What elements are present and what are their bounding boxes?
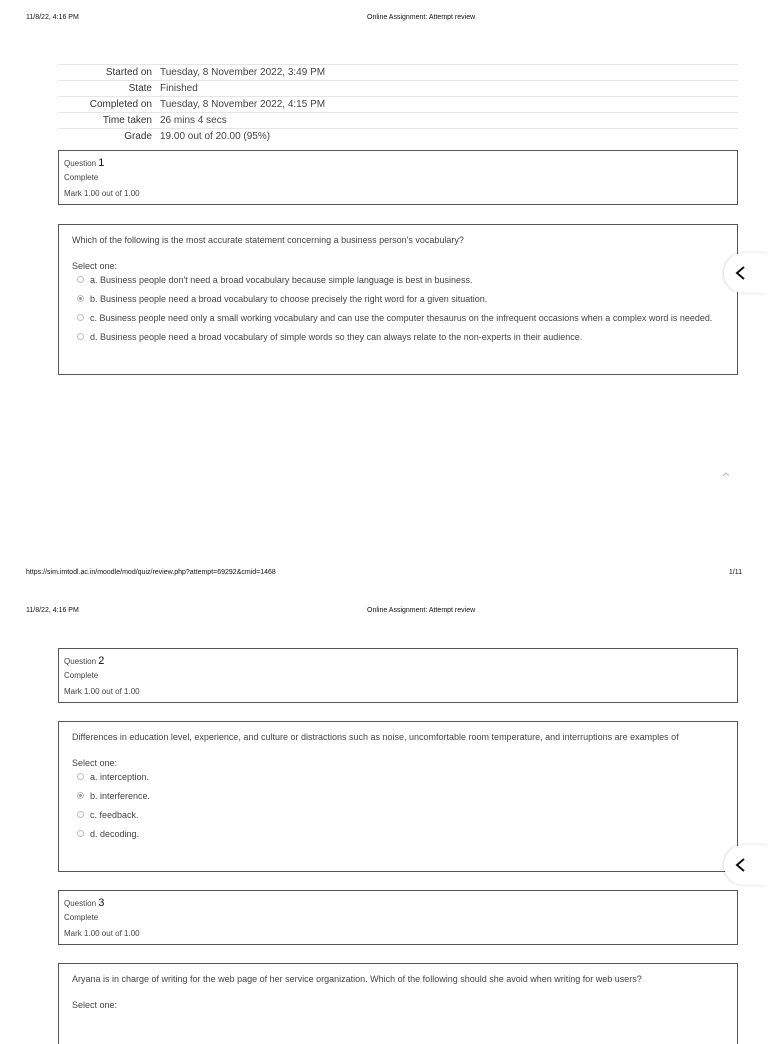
select-one-label: Select one: <box>72 1000 118 1010</box>
print-title: Online Assignment: Attempt review <box>367 14 476 21</box>
question-content-2 <box>58 721 738 872</box>
answer-option[interactable] <box>59 293 737 306</box>
question-text: Aryana is in charge of writing for the web page of her service organization. Which of the following should she avoid when writing for web users? <box>72 974 642 984</box>
question-number-value: 1 <box>98 157 105 169</box>
question-info-3 <box>58 890 738 945</box>
page-url: https://sim.imtodl.ac.in/moodle/mod/quiz/review.php?attempt=69292&cmid=1468 <box>26 569 276 576</box>
summary-label: Time taken <box>58 113 156 129</box>
print-header <box>0 14 768 28</box>
chevron-left-icon <box>734 857 748 873</box>
answer-text: b. interference. <box>90 791 151 801</box>
radio-button[interactable] <box>77 773 84 780</box>
question-number <box>64 655 737 668</box>
answer-option[interactable] <box>59 809 737 822</box>
answer-text: a. Business people don't need a broad vocabulary because simple language is best in business. <box>90 275 473 285</box>
question-mark: Mark 1.00 out of 1.00 <box>64 687 140 696</box>
radio-button-selected[interactable] <box>77 792 84 799</box>
question-mark: Mark 1.00 out of 1.00 <box>64 929 140 938</box>
summary-row <box>58 129 738 145</box>
question-number <box>64 897 737 910</box>
radio-button[interactable] <box>77 333 84 340</box>
select-one-label: Select one: <box>72 261 118 271</box>
summary-label: Completed on <box>58 97 156 113</box>
drawer-toggle-button[interactable] <box>724 845 768 885</box>
question-state: Complete <box>64 173 99 182</box>
summary-value: 19.00 out of 20.00 (95%) <box>156 129 738 145</box>
question-content-1 <box>58 224 738 375</box>
answer-option[interactable] <box>59 790 737 803</box>
question-info-1 <box>58 150 738 205</box>
radio-button[interactable] <box>77 314 84 321</box>
answer-text: c. feedback. <box>90 810 139 820</box>
radio-button[interactable] <box>77 830 84 837</box>
summary-value: 26 mins 4 secs <box>156 113 738 129</box>
radio-button[interactable] <box>77 276 84 283</box>
question-mark: Mark 1.00 out of 1.00 <box>64 189 140 198</box>
radio-button-selected[interactable] <box>77 295 84 302</box>
summary-value: Tuesday, 8 November 2022, 4:15 PM <box>156 97 738 113</box>
summary-label: Grade <box>58 129 156 145</box>
print-date: 11/8/22, 4:16 PM <box>26 14 79 21</box>
summary-row <box>58 113 738 129</box>
select-one-label: Select one: <box>72 758 118 768</box>
summary-label: State <box>58 81 156 97</box>
question-label: Question <box>64 657 97 666</box>
print-title: Online Assignment: Attempt review <box>367 607 476 614</box>
answer-option[interactable] <box>59 828 737 841</box>
answer-text: d. Business people need a broad vocabulary of simple words so they can always relate to the non-experts in their audience. <box>90 332 583 342</box>
question-number-value: 2 <box>98 655 105 667</box>
question-text: Which of the following is the most accurate statement concerning a business person's vocabulary? <box>72 235 464 245</box>
summary-label: Started on <box>58 65 156 81</box>
question-info-2 <box>58 648 738 703</box>
answer-option[interactable] <box>59 312 737 325</box>
question-text: Differences in education level, experience, and culture or distractions such as noise, uncomfortable room temperature, and interruptions are examples of <box>72 732 679 742</box>
summary-value: Finished <box>156 81 738 97</box>
answer-option[interactable] <box>59 771 737 784</box>
answer-option[interactable] <box>59 331 737 344</box>
answer-text: d. decoding. <box>90 829 140 839</box>
question-state: Complete <box>64 671 99 680</box>
page-number: 1/11 <box>728 569 742 576</box>
summary-row <box>58 97 738 113</box>
print-header <box>0 607 768 621</box>
answer-text: a. interception. <box>90 772 150 782</box>
answer-text: b. Business people need a broad vocabulary to choose precisely the right word for a given situation. <box>90 294 488 304</box>
print-date: 11/8/22, 4:16 PM <box>26 607 79 614</box>
question-label: Question <box>64 159 97 168</box>
answer-text: c. Business people need only a small working vocabulary and can use the computer thesaurus on the infrequent occasions when a complex word is needed. <box>90 313 713 323</box>
question-number-value: 3 <box>98 897 105 909</box>
chevron-left-icon <box>734 265 748 281</box>
summary-value: Tuesday, 8 November 2022, 3:49 PM <box>156 65 738 81</box>
summary-row <box>58 65 738 81</box>
chevron-up-icon[interactable] <box>721 471 731 477</box>
attempt-summary-table <box>58 64 738 144</box>
question-content-3 <box>58 963 738 1044</box>
summary-row <box>58 81 738 97</box>
radio-button[interactable] <box>77 811 84 818</box>
question-state: Complete <box>64 913 99 922</box>
question-label: Question <box>64 899 97 908</box>
answer-option[interactable] <box>59 274 737 287</box>
question-number <box>64 157 737 170</box>
drawer-toggle-button[interactable] <box>724 253 768 293</box>
